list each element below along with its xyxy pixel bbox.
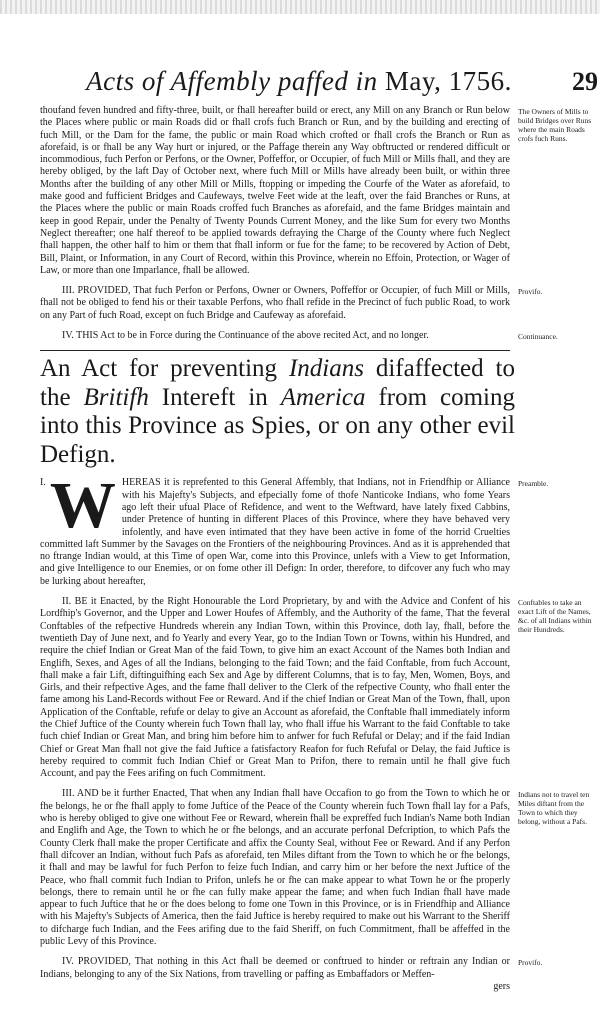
margin-note-owners: The Owners of Mills to build Bridges over Runs where the main Roads crofs fuch Runs. [518,107,592,143]
act2-section-2 [40,596,598,780]
title-part: Intereft in [148,383,281,411]
drop-cap: W [49,469,116,543]
margin-note-proviso-2: Provifo. [518,958,543,968]
running-head-title: Acts of Affembly paffed in [86,66,378,96]
preamble-section [40,469,598,588]
margin-note-pass: Indians not to travel ten Miles diftant from the Town to which they belong, without a Pafs. [518,790,590,827]
running-head [40,66,558,97]
title-part: from coming into this Province as Spies, or on any other evil Defign. [40,383,516,468]
title-part: An Act for preventing [40,355,289,383]
preamble-text: HEREAS it is reprefented to this General Affembly, that Indians, not in Friendfhip or Alliance with his Majefty's Subjects, and efpecially fome of thofe Nanticoke Indians, who fome Years ago left their ufual Place of Refidence, and went to the Weftward, have lately fixed Cabbins, under Pretence of hunting in different Places of this Province, where they have behaved very infolently, and have even intimated that they have been active in fome of the horrid Cruelties committed laft Summer by the Savages on the Frontiers of the neighbouring Provinces. And as it is apprehended that no ftrange Indian would, at this Time of open War, come into this Province, unlefs with a View to get Information, and give Intelligence to our Enemies, or on fome other ill Defign: In order, therefore, to difcover any fuch who may be lurking about hereafter, [40,477,510,587]
act1-section-1 [40,105,598,277]
act2-section-3 [40,788,598,948]
title-part: difaffected to the [40,355,515,411]
section-divider [40,350,510,351]
act1-section-4 [40,330,598,342]
act1-paragraph-3: III. PROVIDED, That fuch Perfon or Perfons, Owner or Owners, Poffeffor or Occupier, of fuch Mill or Mills, fhall not be obliged to fend his or their taxable Perfons, who fhall refide in the Precinct of fuch public Road, to work on any Part of fuch Road, except on fuch Bridge and Caufeway as aforefaid. [40,285,510,321]
title-part: Indians [288,355,364,383]
act1-paragraph-continued: thoufand feven hundred and fifty-three, built, or fhall hereafter build or erect, any Mill on any Branch or Run below the Places where public or main Roads did or fhall crofs fuch Branch or Run, and by the building and erecting of fuch Mill, or the Dam for the fame, the public or main Road which crofted or fhall crofs the Branch or Run as aforefaid, is or fhall be any Way hurt or injured, or the Paffage therein any Way obftructed or rendered difficult or incommodious, fuch Perfon or Perfons, or the Owner, Poffeffor, or Occupier, of fuch Mill or Mills fhall, and they are hereby obliged, by the laft Day of October next, where fuch Mill or Mills have already been built, or within three Months after the building of any other Mill or Mills, ftopping or impeding the Courfe of the Water as aforefaid, to make good and fufficient Bridges and Caufeways, twelve Feet wide at the leaft, over the faid Branches or Runs, at the Places where the public or main Roads croffed fuch Branches as aforefaid, and the fame Bridges maintain and keep in good Repair, under the Penalty of Twenty Pounds Current Money, and the like Sum for every two Months Neglect thereafter; one half thereof to be applied towards defraying the Charge of the County where fuch Neglect fhall happen, the other half to him or them that fhall inform or fue for the fame; to be recovered by Action of Debt, Bill, Plaint, or Information, in any Court of Record, within this Province, wherein no Effoin, Protection, or Wager of Law, or more than one Imparlance, fhall be allowed. [40,105,510,276]
act-title [40,355,515,469]
margin-note-constables: Conftables to take an exact Lift of the Names, &c. of all Indians within their Hundreds. [518,598,592,635]
act1-paragraph-4: IV. THIS Act to be in Force during the Continuance of the above recited Act, and no longer. [62,330,429,342]
act2-paragraph-4: IV. PROVIDED, That nothing in this Act fhall be deemed or conftrued to hinder or reftrain any Indian or Indians, belonging to any of the Six Nations, from travelling or paffing as Embaffadors or Meffen- [40,956,510,980]
margin-note-continuance: Continuance. [518,332,558,342]
running-head-date: May, 1756. [384,66,512,96]
act2-section-4 [40,956,598,981]
title-part: Britifh [83,383,149,411]
preamble [40,469,510,588]
margin-note-preamble: Preamble. [518,479,549,489]
act2-paragraph-3: III. AND be it further Enacted, That when any Indian fhall have Occafion to go from the Town to which he or fhe belongs, he or fhe fhall apply to fome Juftice of the Peace of the County wherein fuch Town fhall lay for a Pafs, who is hereby obliged to give one without Fee or Reward, wherein fhall be expreffed fuch Indian's Name both Indian and Englifh and Age, the Town to which he or fhe belongs, and an accurate perfonal Defcription, to which Pafs the County Clerk fhall make the proper Certificate and affix the County Seal, without Fee or Reward. And if any Perfon fhall difcover an Indian, without fuch Pafs as aforefaid, ten Miles diftant from the Town to which he or fhe belongs, it fhall and may be lawful for fuch Perfon to feize fuch Indian, and carry him or her before the next Juftice of the Peace, who fhall commit fuch Indian to Prifon, unlefs he or fhe can make appear to what Town he or fhe properly belongs, there to remain until he or fhe can fully make appear the fame; and when fuch Indian fhall have made appear to fuch Juftice that he or fhe does belong to fome one Town in this Province, or is in Friendfhip and Alliance with his Majefty's Subjects of America, then the faid Juftice is hereby required to make out his Warrant to the Sheriff to difcharge fuch Indian, and the Fees arifing due to the faid Sheriff, on fuch Commitment, fhall be affeffed in the public Levy of this Province. [40,788,510,948]
page-number: 29 [572,67,598,96]
act1-section-3 [40,285,598,322]
title-part: America [280,383,366,411]
act2-paragraph-2: II. BE it Enacted, by the Right Honourable the Lord Proprietary, by and with the Advice and Confent of his Lordfhip's Governor, and the Upper and Lower Houfes of Affembly, and the Authority of the fame, That the feveral Conftables of the refpective Hundreds wherein any Indian Town, within this Province, doth lay, fhall, before the twentieth Day of June next, and fo Yearly and every Year, go to the Indian Town or Towns, within his Hundred, and require the chief Indian or Great Man of the faid Town, to give him an exact Account of the Names both Indian and Englifh, Sexes, and Ages of all the Indians, belonging to the faid Town; and the faid Conftable, from fuch Account, fhall make a fair Lift, diftinguifhing each Sex and Age by different Columns, that is to fay, Men, Women, Boys, and Girls, and their refpective Ages, and the fame fhall deliver to the Clerk of the refpective County, who fhall enter the fame among his Land-Records without Fee or Reward. And if the chief Indian or Great Man of the Town, fhall, upon Application of the Conftable, refufe or delay to give an Account as aforefaid, the Conftable fhall immediately inform the Chief Juftice of the County wherein fuch Town fhall lay, who fhall iffue his Warrant to the faid Conftable to take fuch chief Indian or Great Man, and bring him before him to anfwer for fuch Refufal or Delay; and if the faid Indian Chief or Great Man fhall not give the faid Juftice a fatisfactory Reafon for fuch Refufal or Delay, the faid Juftice is hereby required to commit fuch Indian Chief or Great Man to Prifon, there to remain until he fhall give fuch Account, and pay the Fees arifing on fuch Commitment. [40,596,510,780]
scan-edge [0,0,600,14]
preamble-numeral: I. [40,477,46,489]
margin-note-proviso: Provifo. [518,287,543,297]
page-header [40,66,598,97]
catchword: gers [493,980,510,992]
